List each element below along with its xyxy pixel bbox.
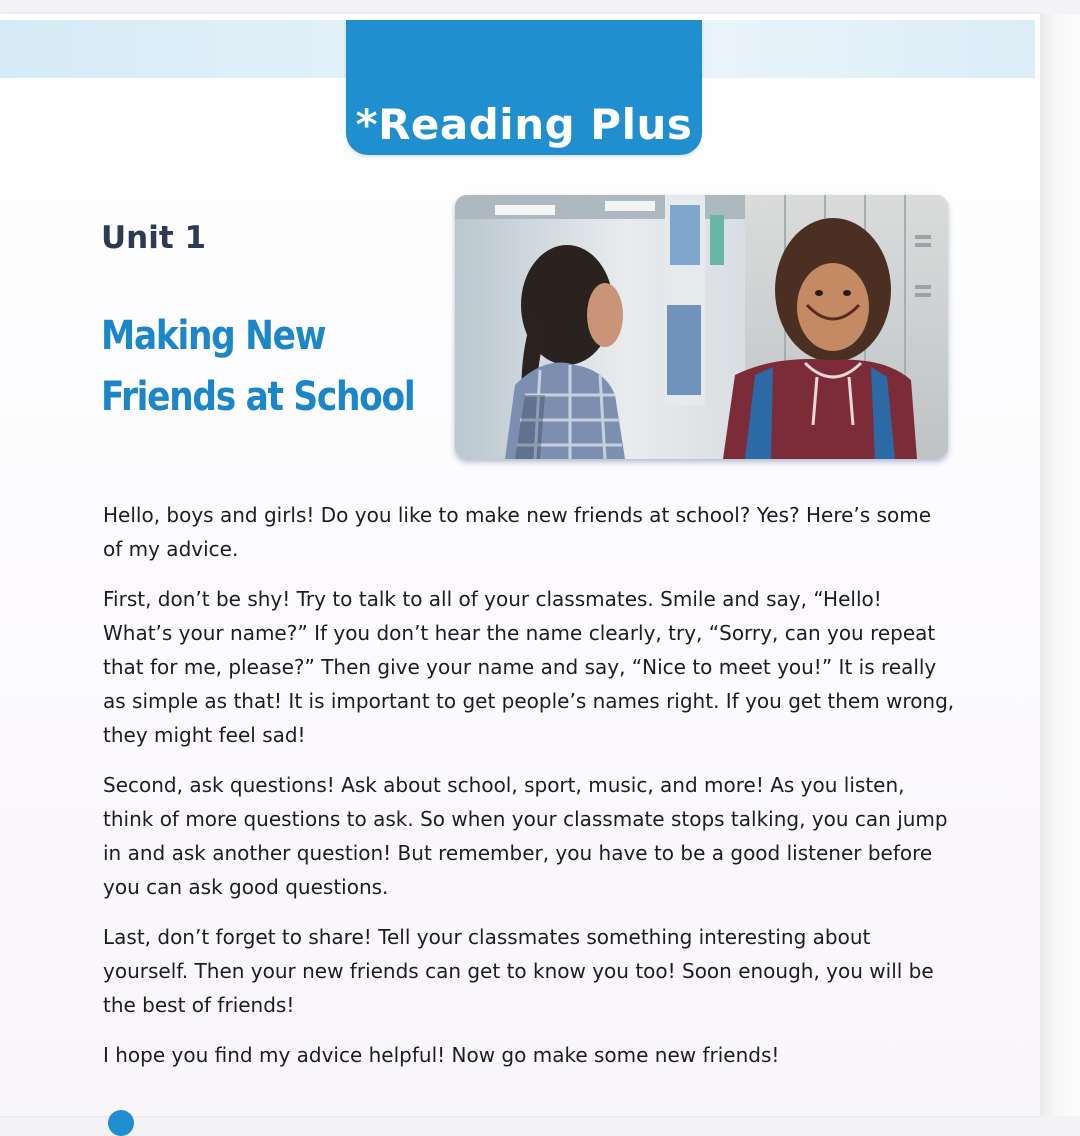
school-hallway-photo (455, 195, 948, 459)
header-tab (346, 20, 702, 155)
section-title: *Reading Plus (355, 100, 693, 149)
section-marker-icon (108, 1110, 134, 1136)
article-paragraph: Last, don’t forget to share! Tell your classmates something interesting about yourself. Then your new friends can get to know you too! Soon enough, you will be the best of friends! (103, 925, 934, 1017)
lesson-title-line-1: Making New (101, 313, 326, 359)
article-paragraph: Second, ask questions! Ask about school, sport, music, and more! As you listen, think of more questions to ask. So when your classmate stops talking, you can jump in and ask another question! But remember, you have to be a good listener before you can ask good questions. (103, 773, 948, 899)
article-paragraph: First, don’t be shy! Try to talk to all of your classmates. Smile and say, “Hello! What’s your name?” If you don’t hear the name clearly, try, “Sorry, can you repeat that for me, please?” Then give your name and say, “Nice to meet you!” It is really as simple as that! It is important to get people’s names right. If you get them wrong, they might feel sad! (103, 587, 955, 747)
article-paragraph: Hello, boys and girls! Do you like to make new friends at school? Yes? Here’s some of my advice. (103, 503, 931, 561)
lesson-title (101, 306, 415, 428)
unit-label: Unit 1 (101, 220, 207, 256)
photo-illustration (455, 195, 948, 459)
article-body (103, 498, 955, 1088)
lesson-title-line-2: Friends at School (101, 374, 415, 420)
article-paragraph: I hope you find my advice helpful! Now go make some new friends! (103, 1043, 780, 1067)
page-edge (1040, 14, 1080, 1116)
